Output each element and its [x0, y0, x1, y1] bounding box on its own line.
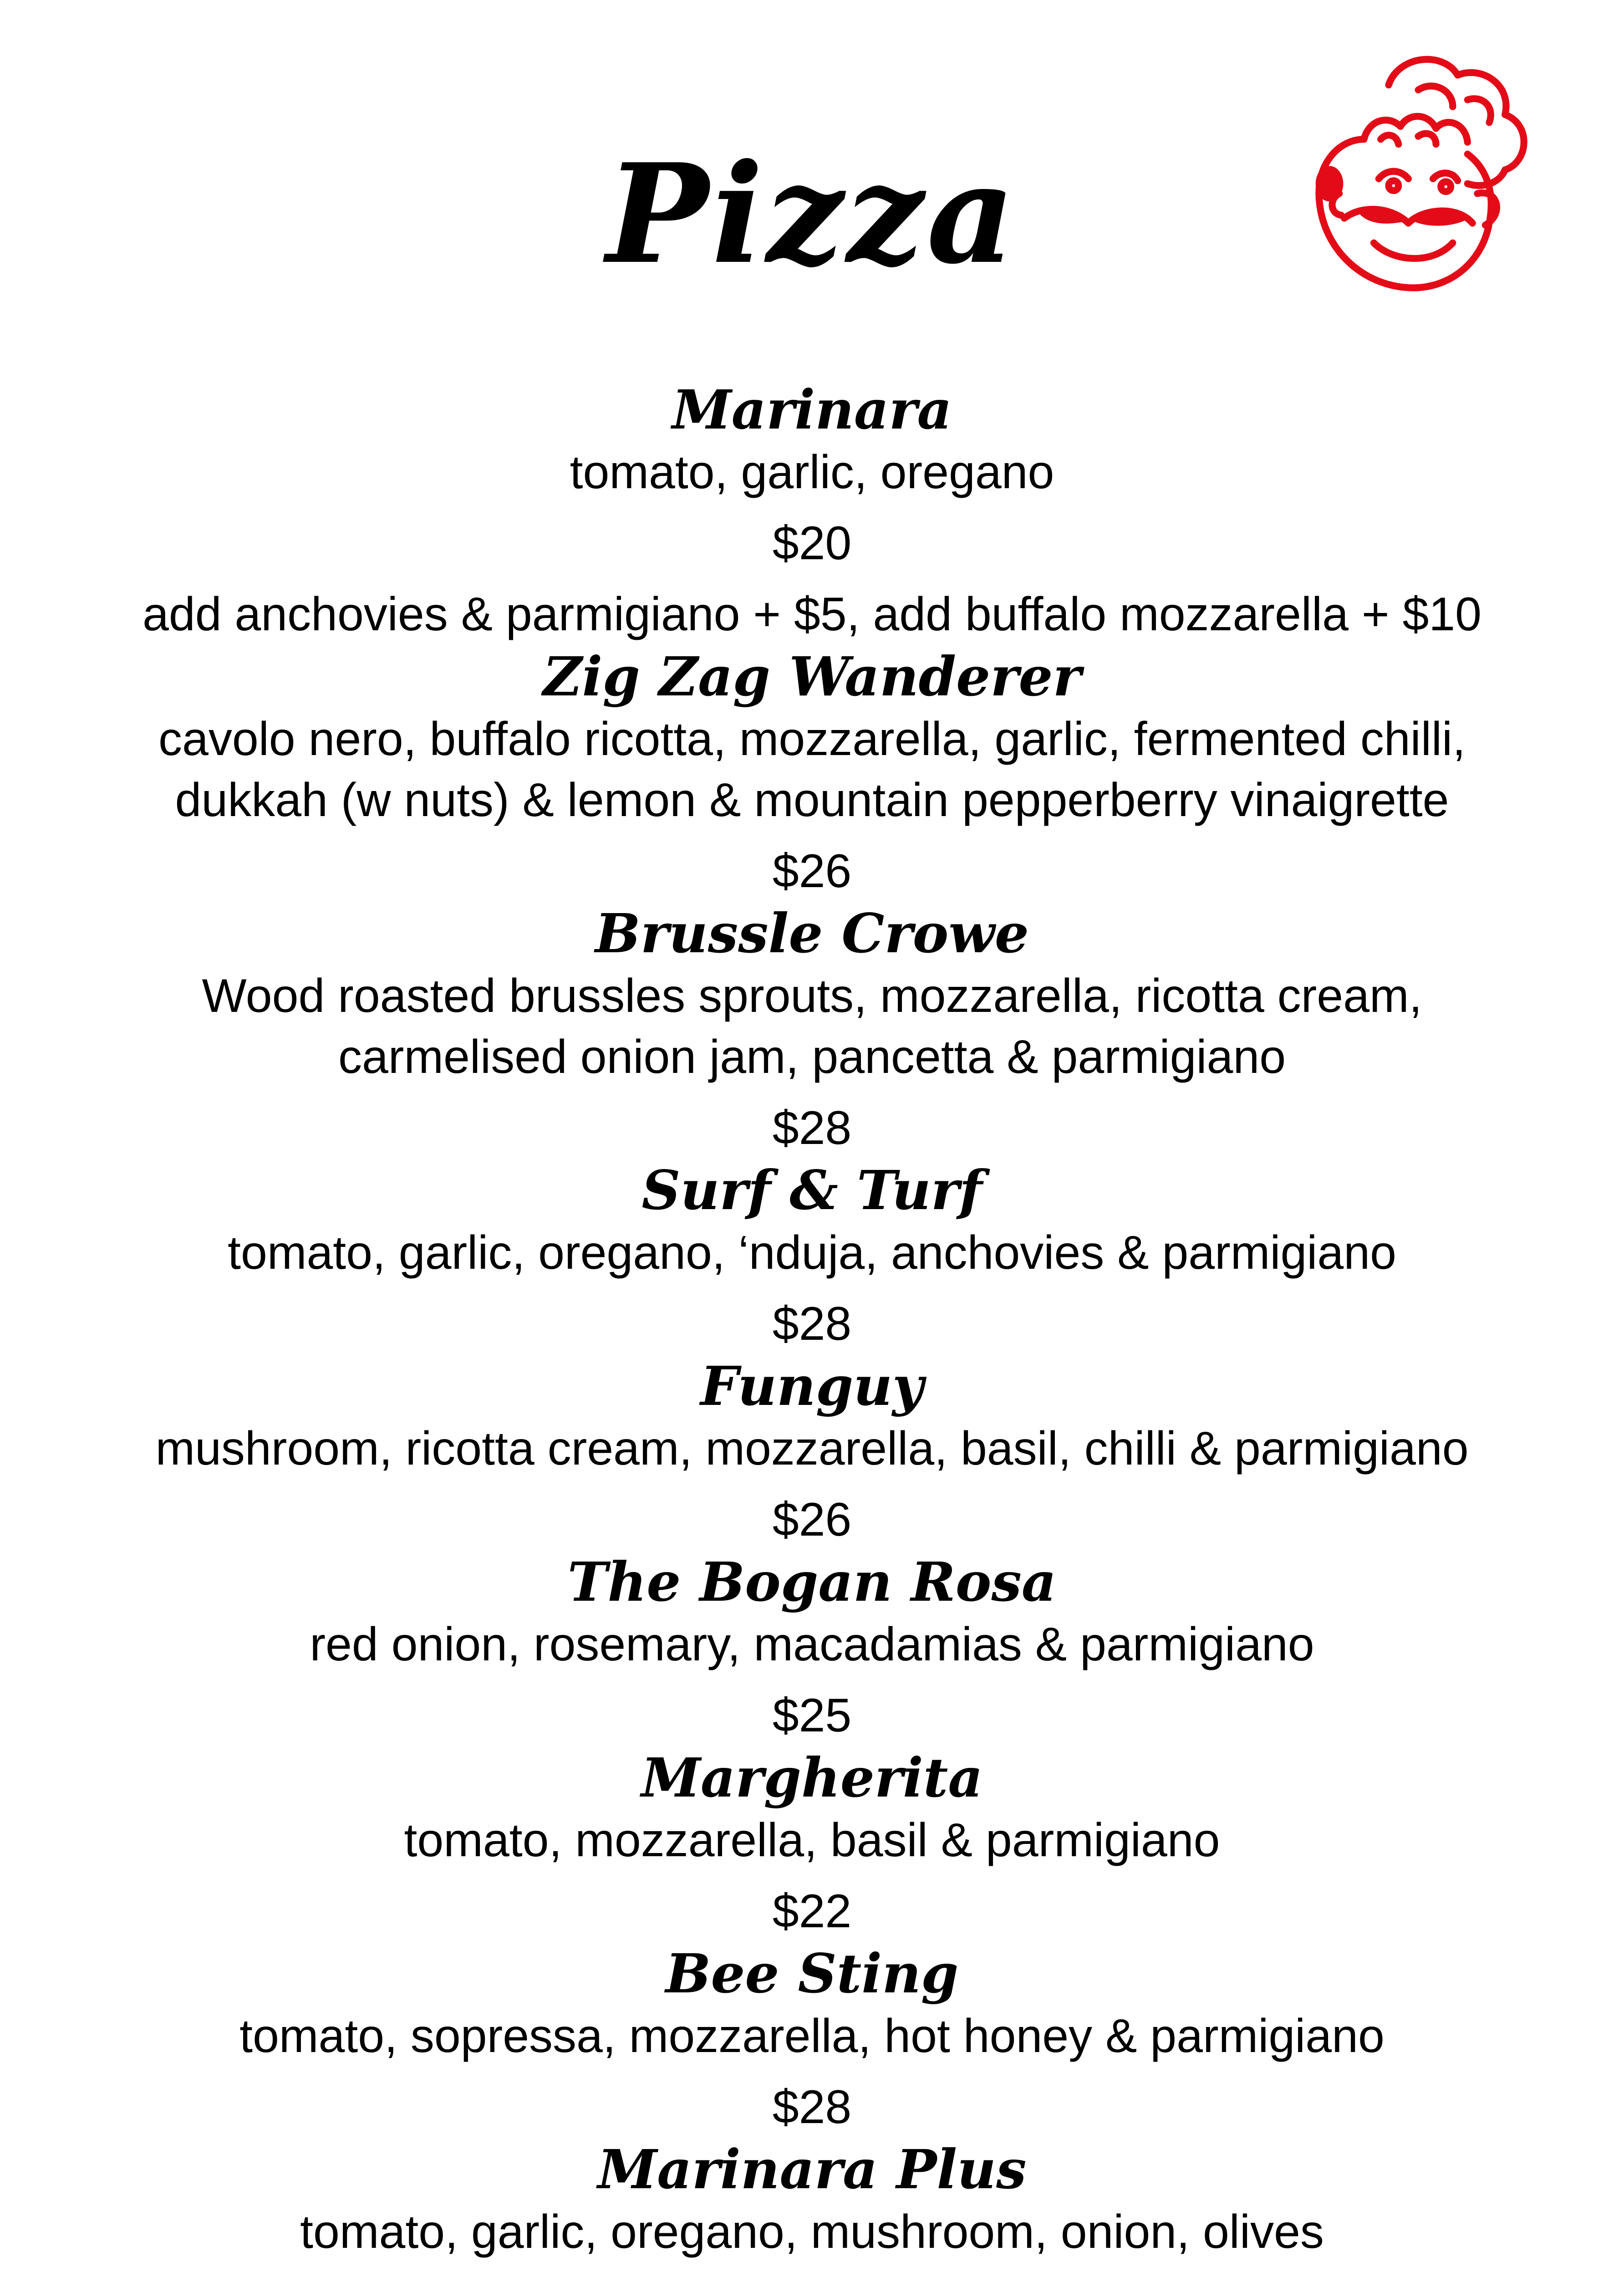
menu-item-description-line: Wood roasted brussles sprouts, mozzarella, ricotta cream, — [202, 970, 1422, 1022]
menu-item-description-line: tomato, garlic, oregano — [570, 446, 1054, 499]
menu-item-description-line: dukkah (w nuts) & lemon & mountain pepperberry vinaigrette — [175, 774, 1449, 827]
menu-item — [55, 1942, 1569, 2138]
menu-item — [55, 1354, 1569, 1550]
menu-item-name: Bee Sting — [665, 1942, 959, 2005]
menu-item-name: Margherita — [641, 1746, 983, 1809]
pizza-menu-list — [55, 378, 1569, 2277]
menu-item-description — [55, 965, 1569, 1087]
menu-item-name: Marinara — [672, 378, 952, 441]
page-title: Pizza — [606, 133, 1018, 294]
chef-face-logo-icon — [1270, 46, 1566, 342]
menu-item-description-line: tomato, sopressa, mozzarella, hot honey & parmigiano — [239, 2010, 1385, 2063]
menu-item — [55, 1159, 1569, 1354]
menu-item-description — [55, 2201, 1569, 2262]
menu-item-name: Brussle Crowe — [595, 902, 1029, 965]
menu-item — [55, 2138, 1569, 2277]
menu-item-price: $25 — [772, 1689, 852, 1742]
menu-item-price: $28 — [772, 1297, 852, 1350]
menu-item-description-line: cavolo nero, buffalo ricotta, mozzarella, garlic, fermented chilli, — [158, 713, 1466, 766]
menu-item — [55, 1550, 1569, 1746]
menu-item-price: $26 — [772, 845, 852, 898]
menu-item-price: $28 — [772, 1102, 852, 1154]
menu-item-price: $26 — [772, 1493, 852, 1546]
menu-item-add-ons: add anchovies & parmigiano + $5, add buffalo mozzarella + $10 — [143, 588, 1481, 641]
menu-item-description — [55, 1222, 1569, 1283]
menu-item-name: Surf & Turf — [641, 1159, 983, 1222]
menu-item — [55, 645, 1569, 902]
menu-item-name: Funguy — [700, 1354, 924, 1418]
menu-item-name: Marinara Plus — [597, 2138, 1027, 2201]
menu-item-price — [55, 2272, 1569, 2277]
menu-item-description — [55, 442, 1569, 503]
menu-item-description-line: red onion, rosemary, macadamias & parmigiano — [310, 1618, 1314, 1671]
menu-item — [55, 902, 1569, 1159]
menu-item-name: Zig Zag Wanderer — [543, 645, 1081, 708]
menu-item — [55, 1746, 1569, 1942]
menu-item-description — [55, 709, 1569, 831]
menu-item-price: $20 — [772, 517, 852, 570]
menu-item — [55, 378, 1569, 645]
menu-item-price: $22 — [772, 1885, 852, 1938]
menu-item-description-line: tomato, garlic, oregano, mushroom, onion, olives — [300, 2206, 1324, 2258]
menu-item-description — [55, 1418, 1569, 1479]
menu-item-description-line: mushroom, ricotta cream, mozzarella, basil, chilli & parmigiano — [155, 1422, 1469, 1475]
menu-item-price: $28 — [772, 2081, 852, 2134]
menu-item-description — [55, 1810, 1569, 1871]
menu-item-description-line: tomato, garlic, oregano, ‘nduja, anchovies & parmigiano — [228, 1226, 1396, 1279]
menu-item-description-line: carmelised onion jam, pancetta & parmigiano — [338, 1031, 1286, 1083]
menu-item-name: The Bogan Rosa — [567, 1550, 1057, 1613]
menu-item-description — [55, 1614, 1569, 1675]
menu-item-description-line: tomato, mozzarella, basil & parmigiano — [404, 1814, 1220, 1867]
menu-item-description — [55, 2006, 1569, 2067]
